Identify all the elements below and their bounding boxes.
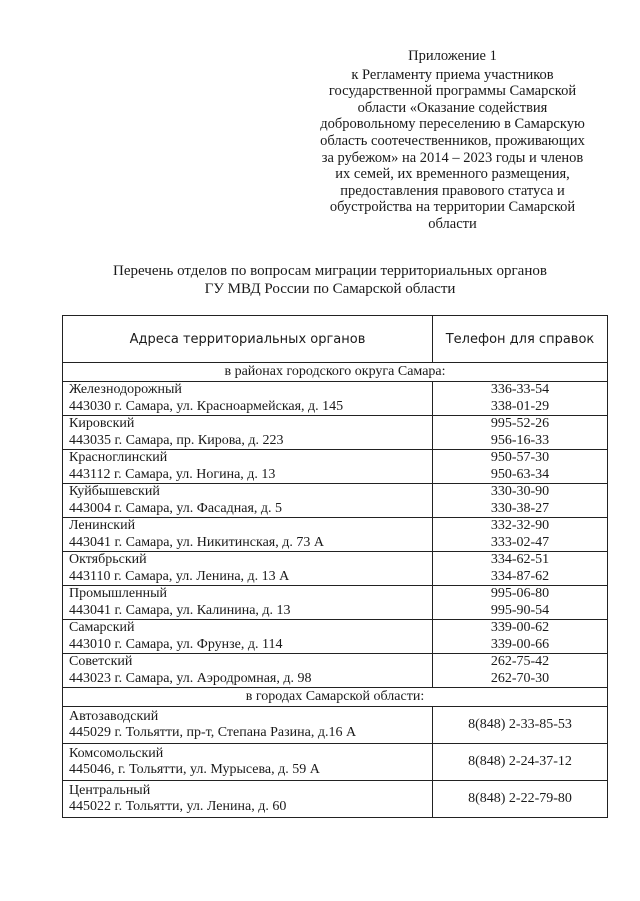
phone-cell bbox=[433, 781, 608, 818]
title-line-1: Перечень отделов по вопросам миграции территориальных органов bbox=[113, 263, 547, 279]
phone-number: 950-57-30 bbox=[490, 450, 550, 466]
office-name: Железнодорожный bbox=[69, 382, 182, 398]
phone-number: 956-16-33 bbox=[490, 432, 550, 448]
section-row bbox=[63, 688, 608, 707]
office-address: 443112 г. Самара, ул. Ногина, д. 13 bbox=[69, 466, 276, 482]
office-cell bbox=[63, 781, 433, 818]
office-address: 445029 г. Тольятти, пр-т, Степана Разина, д.16 А bbox=[69, 725, 357, 740]
phone-cell bbox=[433, 586, 608, 620]
phone-number: 995-90-54 bbox=[490, 602, 550, 618]
appendix-line: области «Оказание содействия bbox=[357, 99, 548, 116]
phone-number: 334-87-62 bbox=[490, 568, 550, 584]
phone-cell bbox=[433, 450, 608, 484]
office-name: Октябрьский bbox=[69, 552, 147, 568]
phone-number: 995-52-26 bbox=[490, 416, 550, 432]
office-name: Комсомольский bbox=[69, 745, 164, 761]
office-address: 443030 г. Самара, ул. Красноармейская, д. 145 bbox=[69, 398, 344, 414]
office-cell bbox=[63, 416, 433, 450]
office-name: Красноглинский bbox=[69, 450, 168, 466]
section-title: в районах городского округа Самара: bbox=[63, 363, 608, 382]
office-name: Ленинский bbox=[69, 518, 136, 534]
office-name: Центральный bbox=[69, 782, 151, 798]
office-cell bbox=[63, 620, 433, 654]
office-address: 443035 г. Самара, пр. Кирова, д. 223 bbox=[69, 432, 284, 448]
phone-cell bbox=[433, 552, 608, 586]
office-cell bbox=[63, 484, 433, 518]
office-cell bbox=[63, 518, 433, 552]
header-address: Адреса территориальных органов bbox=[63, 316, 433, 363]
table-row bbox=[63, 707, 608, 744]
office-cell bbox=[63, 654, 433, 688]
phone-number: 338-01-29 bbox=[490, 398, 550, 414]
table-row bbox=[63, 586, 608, 620]
phone-number: 339-00-62 bbox=[490, 620, 550, 636]
phone-number: 333-02-47 bbox=[490, 534, 550, 550]
appendix-text bbox=[300, 67, 605, 233]
table-row bbox=[63, 654, 608, 688]
appendix-line: к Регламенту приема участников bbox=[351, 66, 554, 83]
phone-number: 262-70-30 bbox=[490, 670, 550, 686]
table-row bbox=[63, 416, 608, 450]
office-cell bbox=[63, 707, 433, 744]
document-title bbox=[60, 262, 600, 298]
table-row bbox=[63, 781, 608, 818]
office-name: Куйбышевский bbox=[69, 484, 160, 500]
office-address: 443004 г. Самара, ул. Фасадная, д. 5 bbox=[69, 500, 283, 516]
phone-number: 334-62-51 bbox=[490, 552, 550, 568]
appendix-line: их семей, их временного размещения, bbox=[335, 166, 570, 183]
office-address: 445022 г. Тольятти, ул. Ленина, д. 60 bbox=[69, 799, 287, 814]
table-row bbox=[63, 552, 608, 586]
appendix-line: за рубежом» на 2014 – 2023 годы и членов bbox=[321, 149, 584, 166]
appendix-line: государственной программы Самарской bbox=[328, 83, 577, 100]
phone-cell bbox=[433, 518, 608, 552]
appendix-line: предоставления правового статуса и bbox=[340, 182, 565, 199]
table-row bbox=[63, 450, 608, 484]
appendix-heading: Приложение 1 bbox=[408, 48, 497, 64]
office-address: 443041 г. Самара, ул. Никитинская, д. 73 А bbox=[69, 534, 324, 550]
office-name: Советский bbox=[69, 654, 133, 670]
appendix-note bbox=[300, 48, 605, 233]
office-address: 443110 г. Самара, ул. Ленина, д. 13 А bbox=[69, 568, 290, 584]
table-row bbox=[63, 744, 608, 781]
phone-number: 339-00-66 bbox=[490, 636, 550, 652]
phone-cell bbox=[433, 484, 608, 518]
table-row bbox=[63, 382, 608, 416]
table-body bbox=[63, 363, 608, 818]
office-name: Промышленный bbox=[69, 586, 167, 602]
appendix-line: области bbox=[428, 215, 477, 232]
office-name: Автозаводский bbox=[69, 708, 159, 724]
office-cell bbox=[63, 744, 433, 781]
title-line-2: ГУ МВД России по Самарской области bbox=[204, 281, 456, 297]
phone-cell bbox=[433, 707, 608, 744]
appendix-line: обустройства на территории Самарской bbox=[329, 199, 576, 216]
phone-number: 262-75-42 bbox=[490, 654, 550, 670]
phone-number: 330-38-27 bbox=[490, 500, 550, 516]
offices-table bbox=[62, 315, 608, 818]
appendix-line: область соотечественников, проживающих bbox=[320, 132, 585, 149]
office-address: 445046, г. Тольятти, ул. Мурысева, д. 59 А bbox=[69, 762, 320, 777]
phone-cell bbox=[433, 620, 608, 654]
section-row bbox=[63, 363, 608, 382]
office-name: Самарский bbox=[69, 620, 135, 636]
office-cell bbox=[63, 450, 433, 484]
table-header-row bbox=[63, 316, 608, 363]
section-title: в городах Самарской области: bbox=[63, 688, 608, 707]
office-cell bbox=[63, 586, 433, 620]
office-address: 443010 г. Самара, ул. Фрунзе, д. 114 bbox=[69, 636, 283, 652]
phone-cell bbox=[433, 654, 608, 688]
phone-cell bbox=[433, 416, 608, 450]
phone-number: 8(848) 2-33-85-53 bbox=[468, 716, 572, 732]
phone-number: 950-63-34 bbox=[490, 466, 550, 482]
table-row bbox=[63, 518, 608, 552]
phone-number: 336-33-54 bbox=[490, 382, 550, 398]
phone-number: 995-06-80 bbox=[490, 586, 550, 602]
table-row bbox=[63, 620, 608, 654]
phone-number: 8(848) 2-24-37-12 bbox=[468, 753, 572, 769]
office-name: Кировский bbox=[69, 416, 135, 432]
office-cell bbox=[63, 552, 433, 586]
appendix-line: добровольному переселению в Самарскую bbox=[320, 116, 585, 133]
office-address: 443023 г. Самара, ул. Аэродромная, д. 98 bbox=[69, 670, 312, 686]
table-row bbox=[63, 484, 608, 518]
header-phone: Телефон для справок bbox=[433, 316, 608, 363]
phone-number: 330-30-90 bbox=[490, 484, 550, 500]
phone-cell bbox=[433, 382, 608, 416]
phone-number: 332-32-90 bbox=[490, 518, 550, 534]
phone-number: 8(848) 2-22-79-80 bbox=[468, 790, 572, 806]
phone-cell bbox=[433, 744, 608, 781]
office-cell bbox=[63, 382, 433, 416]
office-address: 443041 г. Самара, ул. Калинина, д. 13 bbox=[69, 602, 291, 618]
